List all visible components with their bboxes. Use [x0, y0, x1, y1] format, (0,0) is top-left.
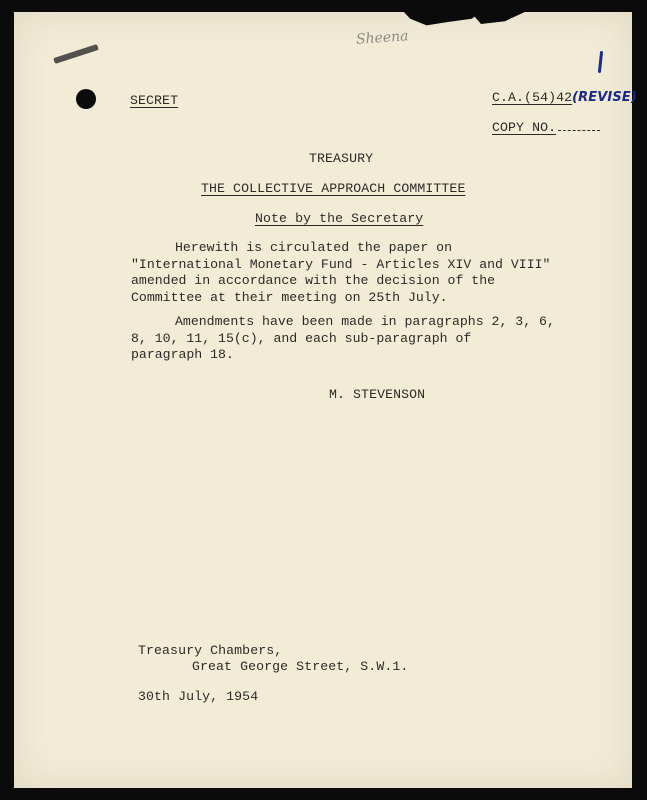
handwritten-revise-note: (REVISE): [572, 90, 637, 105]
note-title: Note by the Secretary: [255, 211, 424, 226]
paragraph-line: Amendments have been made in paragraphs 2, 3, 6,: [175, 314, 555, 329]
address-line-1: Treasury Chambers,: [138, 643, 283, 658]
copy-label: COPY NO.: [492, 120, 557, 135]
document-date: 30th July, 1954: [138, 689, 259, 704]
paragraph-line: 8, 10, 11, 15(c), and each sub-paragraph of: [131, 330, 472, 346]
signatory: M. STEVENSON: [329, 387, 426, 402]
reference-number: C.A.(54)42: [492, 90, 573, 105]
document-reference: [492, 90, 637, 105]
torn-edge: [402, 10, 484, 32]
paragraph-line: "International Monetary Fund - Articles XIV and VIII": [131, 256, 551, 272]
paragraph-line: paragraph 18.: [131, 347, 234, 362]
paragraph-line: Committee at their meeting on 25th July.: [131, 289, 448, 305]
classification-label: SECRET: [130, 93, 179, 108]
ink-mark: [598, 51, 603, 73]
paragraph-line: Herewith is circulated the paper on: [175, 240, 452, 255]
paragraph-line: amended in accordance with the decision of the: [131, 273, 496, 288]
address-line-2: Great George Street, S.W.1.: [192, 659, 409, 674]
copy-number-blank: [558, 120, 600, 131]
paragraph-circulation: [131, 240, 550, 306]
department-heading: TREASURY: [309, 151, 374, 166]
torn-edge: [469, 10, 529, 24]
pencil-annotation: Sheena: [355, 28, 410, 48]
staple-mark: [53, 44, 99, 64]
copy-number: [492, 120, 600, 135]
committee-heading: THE COLLECTIVE APPROACH COMMITTEE: [201, 181, 466, 196]
paragraph-amendments: [131, 314, 555, 364]
punch-hole: [76, 89, 96, 109]
